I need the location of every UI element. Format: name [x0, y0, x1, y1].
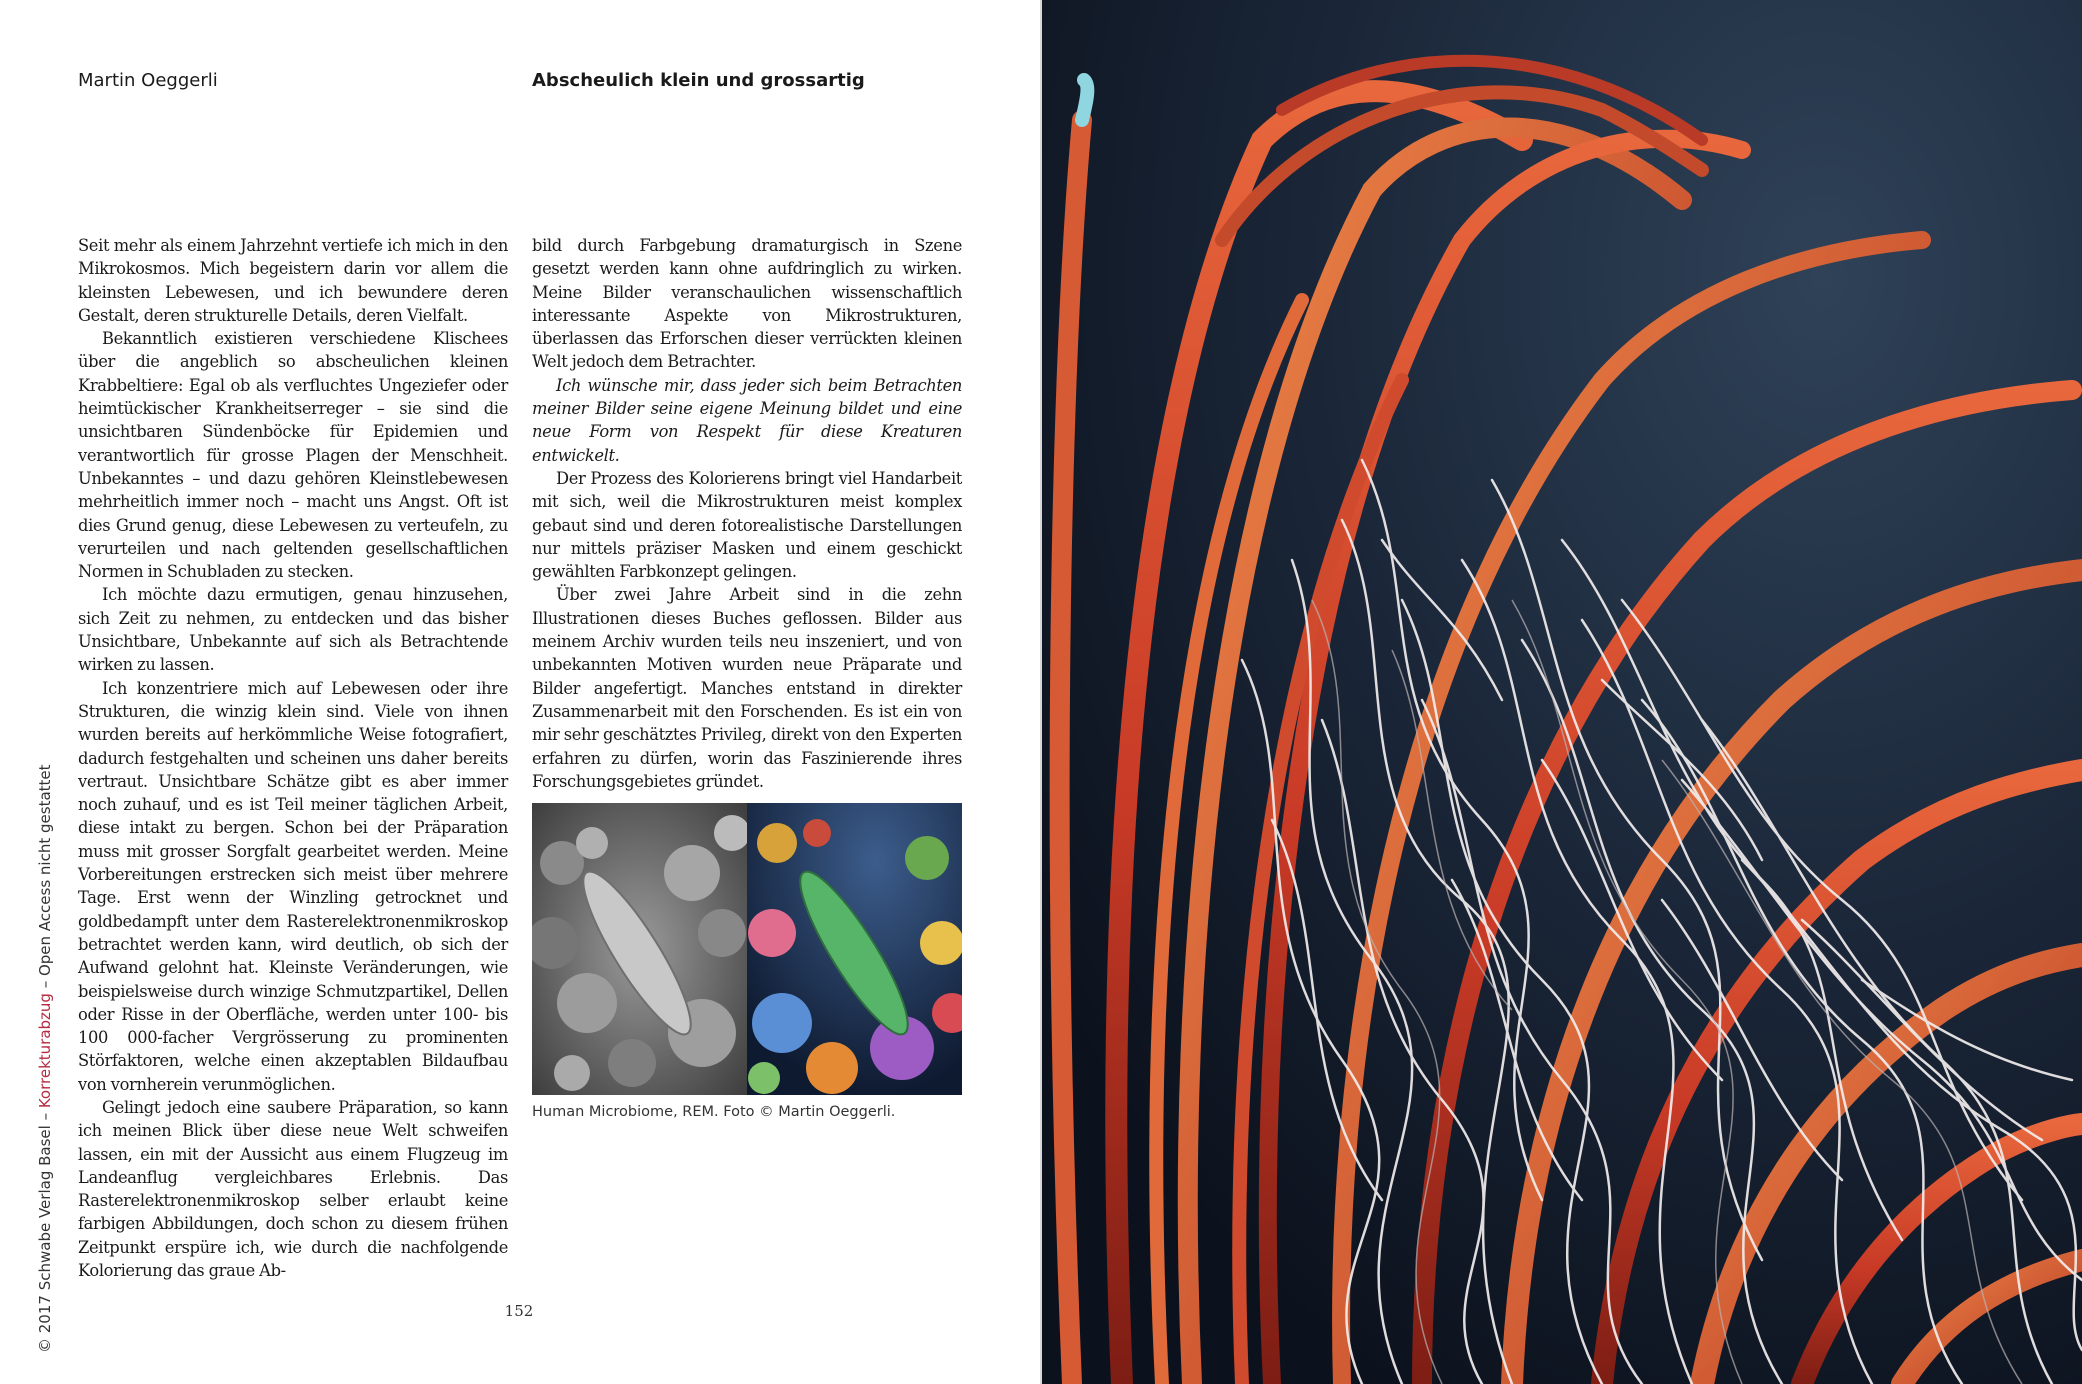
paragraph: Ich konzentriere mich auf Lebewesen oder ihre Strukturen, die winzig klein sind. Viele von ihnen wurden bereits auf herkömmliche Weise fotografiert, dadurch festgehalten und scheinen uns daher bereits vertraut. Unsichtbare Schätze gibt es aber immer noch zuhauf, und es ist Teil meiner täglichen Arbeit, diese intakt zu bergen. Schon bei der Präparation muss mit grosser Sorgfalt gearbeitet werden. Meine Vorbereitungen erstrecken sich meist über mehrere Tage. Erst wenn der Winzling getrocknet und goldbedampft unter dem Rasterelektronenmikroskop betrachtet werden kann, wird deutlich, ob sich der Aufwand gelohnt hat. Kleinste Veränderungen, wie beispielsweise durch winzige Schmutzpartikel, Dellen oder Risse in der Oberfläche, werden unter 100- bis 100 000-facher Vergrösserung zu prominenten Störfaktoren, welche einen akzeptablen Bildaufbau von vornherein verunmöglichen. [78, 678, 508, 1094]
paragraph: Seit mehr als einem Jahrzehnt vertiefe ich mich in den Mikrokosmos. Mich begeistern darin vor allem die kleinsten Lebewesen, und ich bewundere deren Gestalt, deren strukturelle Details, deren Vielfalt. [78, 236, 508, 325]
paragraph: Gelingt jedoch eine saubere Präparation, so kann ich meinen Blick über diese neue Welt schweifen lassen, ein mit der Aussicht aus einem Flugzeug im Landeanflug vergleichbares Erlebnis. Das Rasterelektronenmikroskop selber erlaubt keine farbigen Abbildungen, doch schon zu diesem frühen Zeitpunkt erspüre ich, wie durch die nachfolgende Kolorierung das graue Ab- [78, 1097, 508, 1281]
microbiome-figure [532, 803, 962, 1095]
access-text: – Open Access nicht gestattet [36, 764, 54, 994]
left-page [0, 0, 1040, 1384]
paragraph: Über zwei Jahre Arbeit sind in die zehn Illustrationen dieses Buches geflossen. Bilder aus meinem Archiv wurden teils neu inszeniert, und von unbekannten Motiven wurden neue Präparate und Bilder angefertigt. Manches entstand in direkter Zusammenarbeit mit den Forschenden. Es ist ein von mir sehr geschätztes Privileg, direkt von den Experten erfahren zu dürfen, worin das Faszinierende ihres Forschungsgebietes gründet. [532, 585, 962, 791]
sem-grayscale-image [532, 803, 750, 1095]
paragraph: Der Prozess des Kolorierens bringt viel Handarbeit mit sich, weil die Mikrostrukturen meist komplex gebaut sind und deren fotorealistische Darstellungen nur mittels präziser Masken und einem geschickt gewählten Farbkonzept gelingen. [532, 468, 962, 582]
paragraph: Bekanntlich existieren verschiedene Klischees über die angeblich so abscheulichen kleinen Krabbeltiere: Egal ob als verfluchtes Ungeziefer oder heimtückischer Krankheitserreger – sie sind die unsichtbaren Sündenböcke für Epidemien und verantwortlich für grosse Plagen der Menschheit. Unbekanntes – und dazu gehören Kleinstlebewesen mehrheitlich immer noch – macht uns Angst. Oft ist dies Grund genug, diese Lebewesen zu verteufeln, zu verurteilen und nach geltenden gesellschaftlichen Normen in Schubladen zu stecken. [78, 329, 508, 582]
paragraph: Ich möchte dazu ermutigen, genau hinzusehen, sich Zeit zu nehmen, zu entdecken und das bisher Unsichtbare, Unbekannte auf sich als Betrachtende wirken zu lassen. [78, 585, 508, 675]
running-head-title: Abscheulich klein und grossartig [532, 70, 865, 91]
page-number: 152 [504, 1302, 534, 1320]
copyright-notice [36, 764, 54, 1353]
microscopy-photo [1042, 0, 2082, 1384]
sem-colored-image [747, 803, 962, 1095]
copyright-text: © 2017 Schwabe Verlag Basel – [36, 1108, 54, 1353]
paragraph: bild durch Farbgebung dramaturgisch in Szene gesetzt werden kann ohne aufdringlich zu wirken. Meine Bilder veranschaulichen wissenschaftlich interessante Aspekte von Mikrostrukturen, überlassen das Erforschen dieser verrückten kleinen Welt jedoch dem Betrachter. [532, 236, 962, 372]
text-column-right [532, 234, 962, 793]
figure-caption: Human Microbiome, REM. Foto © Martin Oeggerli. [532, 1104, 896, 1120]
paragraph-italic: Ich wünsche mir, dass jeder sich beim Betrachten meiner Bilder seine eigene Meinung bildet und eine neue Form von Respekt für diese Kreaturen entwickelt. [532, 375, 962, 465]
right-page [1042, 0, 2082, 1384]
running-head-author: Martin Oeggerli [78, 70, 218, 91]
text-column-left [78, 234, 508, 1282]
proof-label: Korrekturabzug [36, 993, 54, 1109]
